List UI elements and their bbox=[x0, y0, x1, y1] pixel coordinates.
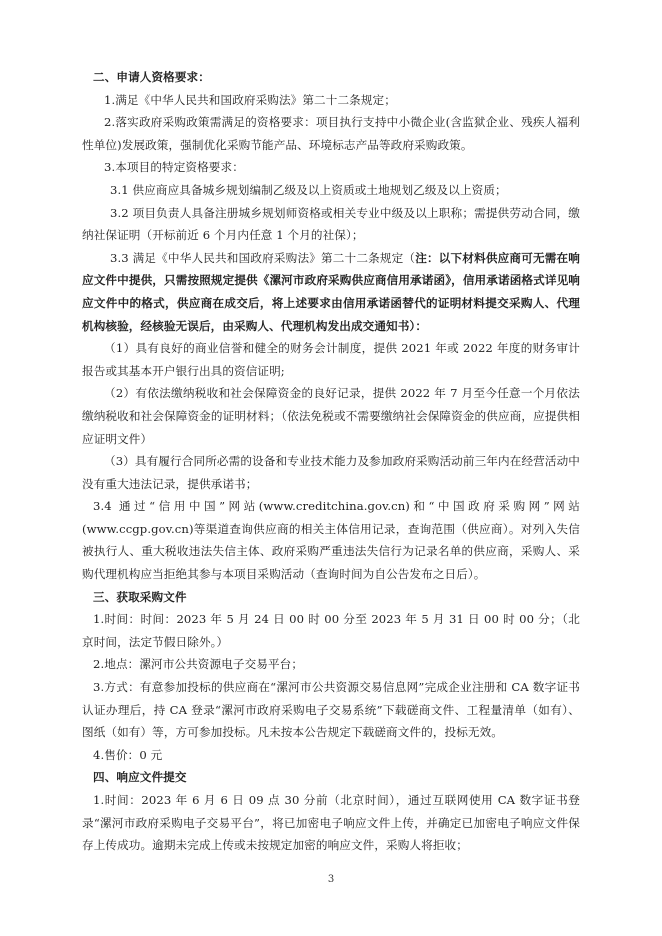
condition-2: （2）有依法缴纳税收和社会保障资金的良好记录，提供 2022 年 7 月至今任意一个月依法缴纳税收和社会保障资金的证明材料；（依法免税或不需要缴纳社会保障资金的供应商，应提供相应证明文件） bbox=[82, 386, 580, 446]
obtain-time: 1.时间：时间：2023 年 5 月 24 日 00 时 00 分至 2023 年 5 月 31 日 00 时 00 分；（北京时间，法定节假日除外。） bbox=[82, 612, 580, 649]
condition-1: （1）具有良好的商业信誉和健全的财务会计制度，提供 2021 年或 2022 年度的财务审计报告或其基本开户银行出具的资信证明; bbox=[82, 341, 580, 378]
qualification-item-3-4: 3.4 通过“信用中国”网站(www.creditchina.gov.cn)和“中国政府采购网”网站(www.ccgp.gov.cn)等渠道查询供应商的相关主体信用记录，查询范围（供应商）。对列入失信被执行人、重大税收违法失信主体、政府采购严重违法失信行为记录名单的供应商，采购人、采购代理机构应当拒绝其参与本项目采购活动（查询时间为自公告发布之日后）。 bbox=[82, 499, 580, 582]
condition-3: （3）具有履行合同所必需的设备和专业技术能力及参加政府采购活动前三年内在经营活动中没有重大违法记录，提供承诺书； bbox=[82, 454, 580, 491]
qualification-item-3-3 bbox=[82, 247, 580, 337]
section-heading-obtain-documents: 三、获取采购文件 bbox=[93, 589, 187, 604]
qualification-item-3-2: 3.2 项目负责人具备注册城乡规划师资格或相关专业中级及以上职称；需提供劳动合同，缴纳社保证明（开标前近 6 个月内任意 1 个月的社保）； bbox=[82, 205, 580, 243]
obtain-method: 3.方式：有意参加投标的供应商在“漯河市公共资源交易信息网”完成企业注册和 CA 数字证书认证办理后，持 CA 登录“漯河市政府采购电子交易系统”下载磋商文件、工程量清单（如有）、图纸（如有）等，方可参加投标。凡未按本公告规定下载磋商文件的，投标无效。 bbox=[82, 680, 580, 740]
qualification-item-3: 3.本项目的特定资格要求： bbox=[104, 160, 244, 175]
qualification-item-2: 2.落实政府采购政策需满足的资格要求：项目执行支持中小微企业(含监狱企业、残疾人福利性单位)发展政策，强制优化采购节能产品、环境标志产品等政府采购政策。 bbox=[82, 115, 580, 152]
submission-time: 1.时间：2023 年 6 月 6 日 09 点 30 分前（北京时间），通过互联网使用 CA 数字证书登录“漯河市政府采购电子交易平台”，将已加密电子响应文件上传，并确定已加密电子响应文件保存上传成功。逾期未完成上传或未按规定加密的响应文件，采购人将拒收； bbox=[82, 793, 580, 853]
obtain-place: 2.地点：漯河市公共资源电子交易平台； bbox=[93, 657, 304, 672]
section-heading-qualifications: 二、申请人资格要求： bbox=[93, 70, 210, 84]
item-3-3-note: 注：以下材料供应商可无需在响应文件中提供，只需按照规定提供《漯河市政府采购供应商信用承诺函》，信用承诺函格式详见响应文件中的格式，供应商在成交后，将上述要求由信用承诺函替代的证明材料提交采购人、代理机构核验，经核验无误后，由采购人、代理机构发出成交通知书）： bbox=[82, 250, 580, 333]
qualification-item-3-1: 3.1 供应商应具备城乡规划编制乙级及以上资质或土地规划乙级及以上资质； bbox=[110, 182, 507, 197]
document-body bbox=[82, 66, 580, 857]
qualification-item-1: 1.满足《中华人民共和国政府采购法》第二十二条规定； bbox=[104, 92, 396, 107]
page-number: 3 bbox=[327, 874, 335, 885]
item-3-3-prefix: 3.3 满足《中华人民共和国政府采购法》第二十二条规定（ bbox=[110, 250, 416, 265]
section-heading-submission: 四、响应文件提交 bbox=[93, 770, 187, 785]
obtain-price: 4.售价：0 元 bbox=[93, 747, 163, 762]
